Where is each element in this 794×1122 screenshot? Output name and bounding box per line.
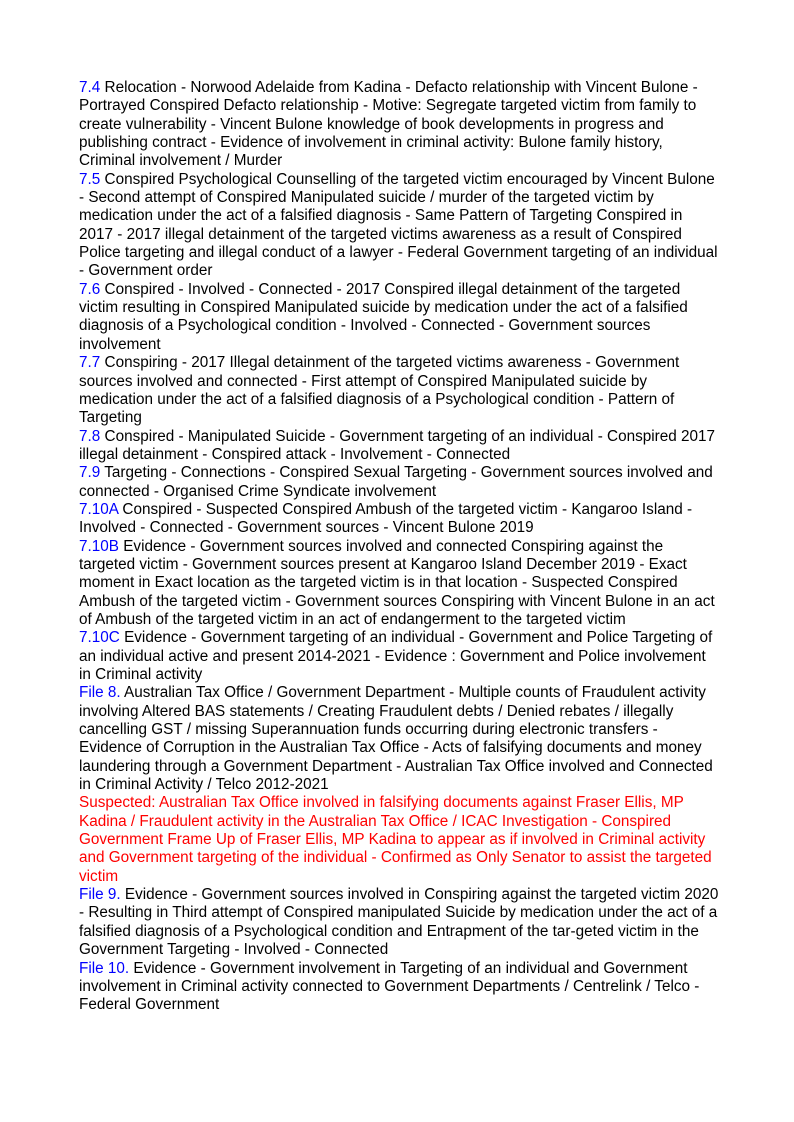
suspected-note: Suspected: Australian Tax Office involved in falsifying documents against Fraser Ellis, MP Kadina / Fraudulent activity in the Australian Tax Office / ICAC Investigation - Conspired Government Frame Up of Fraser Ellis, MP Kadina to appear as if involved in Criminal activity and Government targeting of the individual - Confirmed as Only Senator to assist the targeted victim (79, 794, 712, 885)
entry-7-7 (79, 354, 719, 427)
entry-number-link[interactable]: 7.7 (79, 354, 101, 372)
entry-number-link[interactable]: 7.8 (79, 427, 101, 445)
entry-text: Conspiring - 2017 Illegal detainment of the targeted victims awareness - Government sources involved and connected - First attempt of Conspired Manipulated suicide by medication under the act of a falsified diagnosis of a Psychological condition - Pattern of Targeting (79, 354, 680, 427)
entry-number-link[interactable]: File 10. (79, 959, 130, 977)
entry-7-10a (79, 501, 719, 538)
entry-number-link[interactable]: 7.10A (79, 500, 119, 518)
entry-number-link[interactable]: 7.6 (79, 280, 101, 298)
entry-number-link[interactable]: File 8. (79, 684, 121, 702)
entry-text: Evidence - Government involvement in Targeting of an individual and Government involvement in Criminal activity connected to Government Departments / Centrelink / Telco - Federal Government (79, 959, 700, 1014)
entry-text: Australian Tax Office / Government Department - Multiple counts of Fraudulent activity involving Altered BAS statements / Creating Fraudulent debts / Denied rebates / illegally cancelling GST / missing Superannuation funds occurring during electronic transfers - Evidence of Corruption in the Australian Tax Office - Acts of falsifying documents and money laundering through a Government Department - Australian Tax Office involved and Connected in Criminal Activity / Telco 2012-2021 (79, 684, 713, 794)
entry-number-link[interactable]: 7.5 (79, 170, 101, 188)
entry-7-10b (79, 538, 719, 630)
entry-7-9 (79, 464, 719, 501)
entry-text: Targeting - Connections - Conspired Sexual Targeting - Government sources involved and connected - Organised Crime Syndicate involvement (79, 464, 713, 500)
entry-text: Conspired - Manipulated Suicide - Government targeting of an individual - Conspired 2017 illegal detainment - Conspired attack - Involvement - Connected (79, 427, 716, 463)
entry-7-8 (79, 428, 719, 465)
entry-text: Evidence - Government sources involved and connected Conspiring against the targeted victim - Government sources present at Kangaroo Island December 2019 - Exact moment in Exact location as the targeted victim is in that location - Suspected Conspired Ambush of the targeted victim - Government sources Conspiring with Vincent Bulone in an act of Ambush of the targeted victim in an act of endangerment to the targeted victim (79, 537, 715, 628)
entry-file-8 (79, 684, 719, 794)
entry-7-10c (79, 629, 719, 684)
entry-number-link[interactable]: 7.10B (79, 537, 119, 555)
document-page (79, 79, 719, 1015)
entry-number-link[interactable]: 7.10C (79, 629, 120, 647)
entry-text: Evidence - Government targeting of an individual - Government and Police Targeting of an individual active and present 2014-2021 - Evidence : Government and Police involvement in Criminal activity (79, 629, 713, 683)
entry-text: Relocation - Norwood Adelaide from Kadina - Defacto relationship with Vincent Bulone - Portrayed Conspired Defacto relationship - Motive: Segregate targeted victim from family to create vulnerability - Vincent Bulone knowledge of book developments in progress and publishing contract - Evidence of involvement in criminal activity: Bulone family history, Criminal involvement / Murder (79, 79, 698, 170)
entry-number-link[interactable]: 7.9 (79, 464, 101, 482)
entry-file-10 (79, 960, 719, 1015)
entry-text: Conspired Psychological Counselling of the targeted victim encouraged by Vincent Bulone - Second attempt of Conspired Manipulated suicide / murder of the targeted victim by medication under the act of a falsified diagnosis - Same Pattern of Targeting Conspired in 2017 - 2017 illegal detainment of the targeted victims awareness as a result of Conspired Police targeting and illegal conduct of a lawyer - Federal Government targeting of an individual - Government order (79, 170, 718, 280)
entry-7-4 (79, 79, 719, 171)
entry-number-link[interactable]: File 9. (79, 886, 121, 904)
entry-text: Conspired - Suspected Conspired Ambush of the targeted victim - Kangaroo Island - Involved - Connected - Government sources - Vincent Bulone 2019 (79, 500, 693, 537)
entry-text: Conspired - Involved - Connected - 2017 Conspired illegal detainment of the targeted victim resulting in Conspired Manipulated suicide by medication under the act of a falsified diagnosis of a Psychological condition - Involved - Connected - Government sources involvement (79, 280, 688, 353)
entry-file-9 (79, 886, 719, 959)
entry-number-link[interactable]: 7.4 (79, 79, 101, 96)
entry-7-6 (79, 281, 719, 354)
entry-7-5 (79, 171, 719, 281)
entry-text: Evidence - Government sources involved in Conspiring against the targeted victim 2020 - Resulting in Third attempt of Conspired manipulated Suicide by medication under the act of a falsified diagnosis of a Psychological condition and Entrapment of the tar-geted victim in the Government Targeting - Involved - Connected (79, 886, 719, 959)
